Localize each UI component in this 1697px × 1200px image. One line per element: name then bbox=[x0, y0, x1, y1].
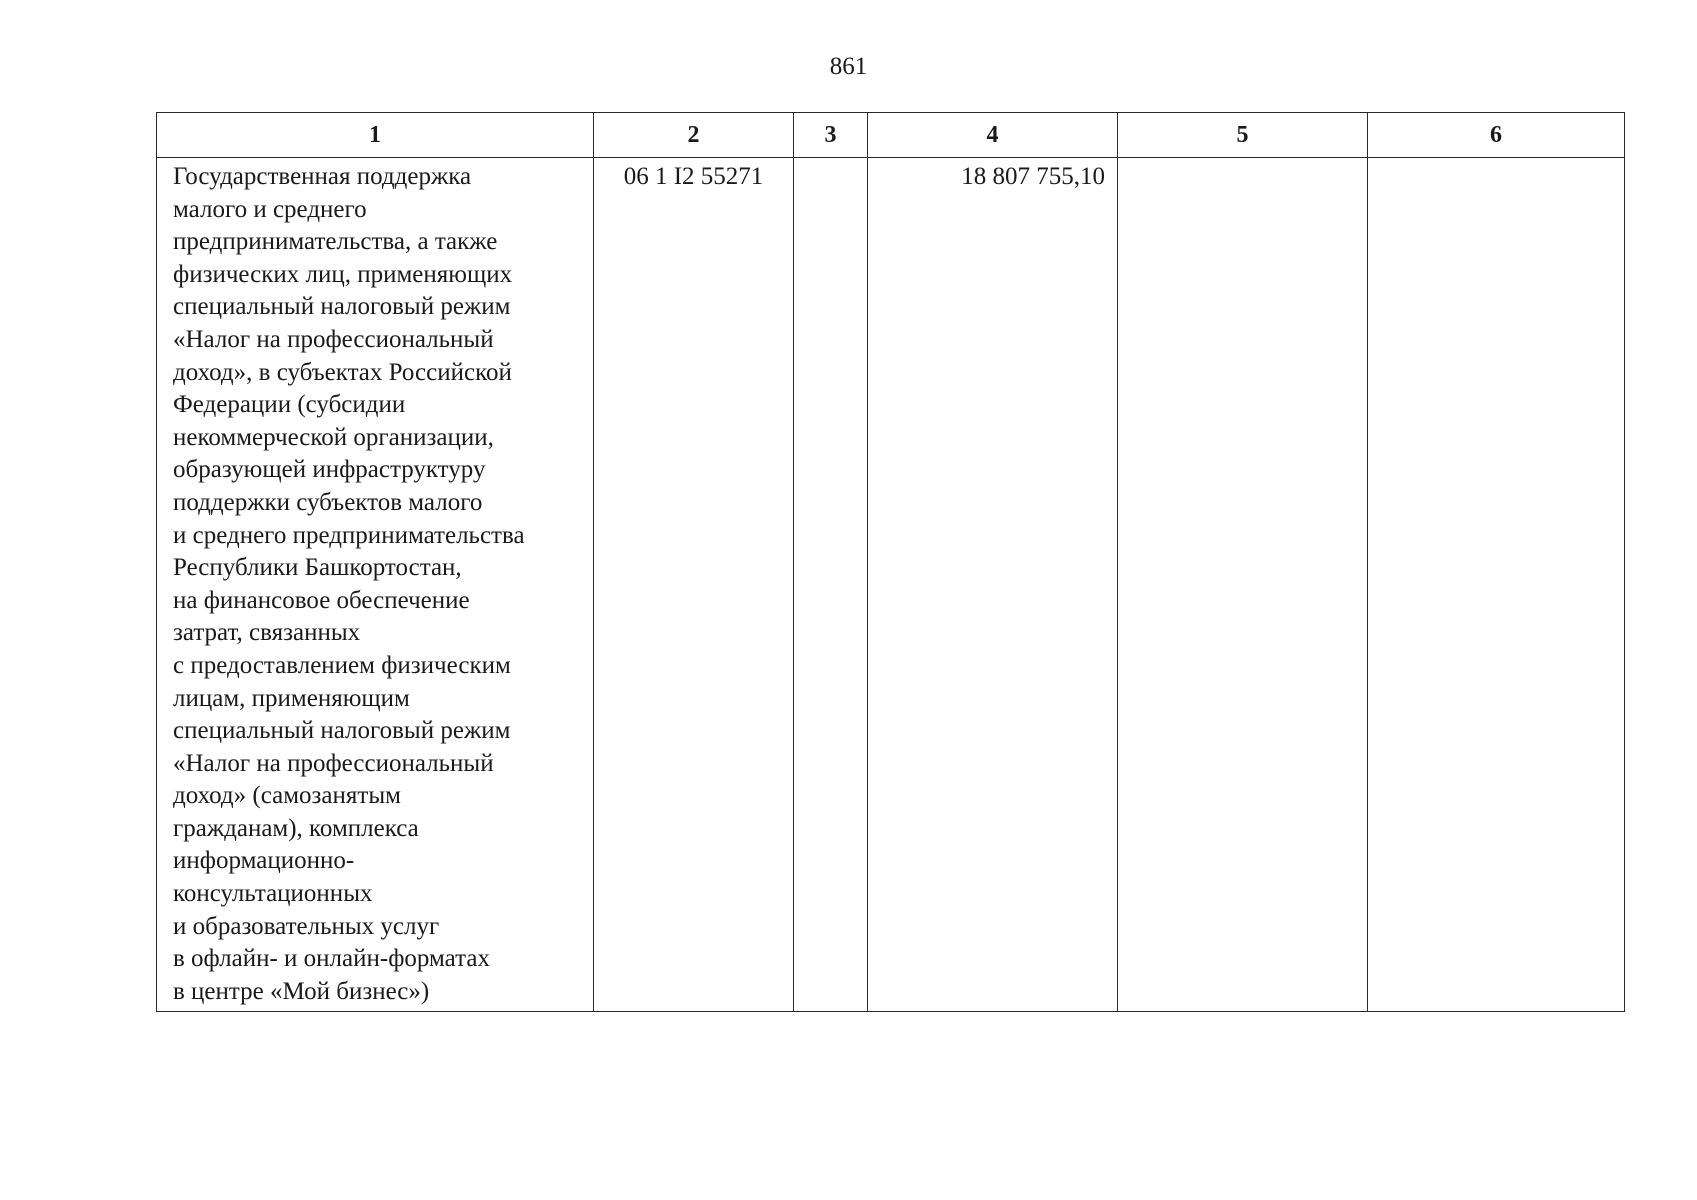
budget-table bbox=[156, 112, 1625, 1012]
row-name-cell: Государственная поддержка малого и среднего предпринимательства, а также физических лиц, применяющих специальный налоговый режим «Налог на профессиональный доход», в субъектах Российской Федерации (субсидии некоммерческой организации, образующей инфраструктуру поддержки субъектов малого и среднего предпринимательства Республики Башкортостан, на финансовое обеспечение затрат, связанных с предоставлением физическим лицам, применяющим специальный налоговый режим «Налог на профессиональный доход» (самозанятым гражданам), комплекса информационно- консультационных и образовательных услуг в офлайн- и онлайн-форматах в центре «Мой бизнес») bbox=[157, 158, 594, 1012]
column-header-1: 1 bbox=[157, 113, 594, 158]
column-header-5: 5 bbox=[1118, 113, 1368, 158]
column-header-6: 6 bbox=[1368, 113, 1625, 158]
column-header-3: 3 bbox=[794, 113, 868, 158]
page-number: 861 bbox=[829, 53, 868, 80]
column-header-4: 4 bbox=[868, 113, 1118, 158]
row-col3-cell bbox=[794, 158, 868, 1012]
row-col6-cell bbox=[1368, 158, 1625, 1012]
table-row bbox=[157, 158, 1625, 1012]
column-header-2: 2 bbox=[594, 113, 794, 158]
row-col5-cell bbox=[1118, 158, 1368, 1012]
row-code-cell: 06 1 I2 55271 bbox=[594, 158, 794, 1012]
header-row bbox=[157, 113, 1625, 158]
row-amount-cell: 18 807 755,10 bbox=[868, 158, 1118, 1012]
